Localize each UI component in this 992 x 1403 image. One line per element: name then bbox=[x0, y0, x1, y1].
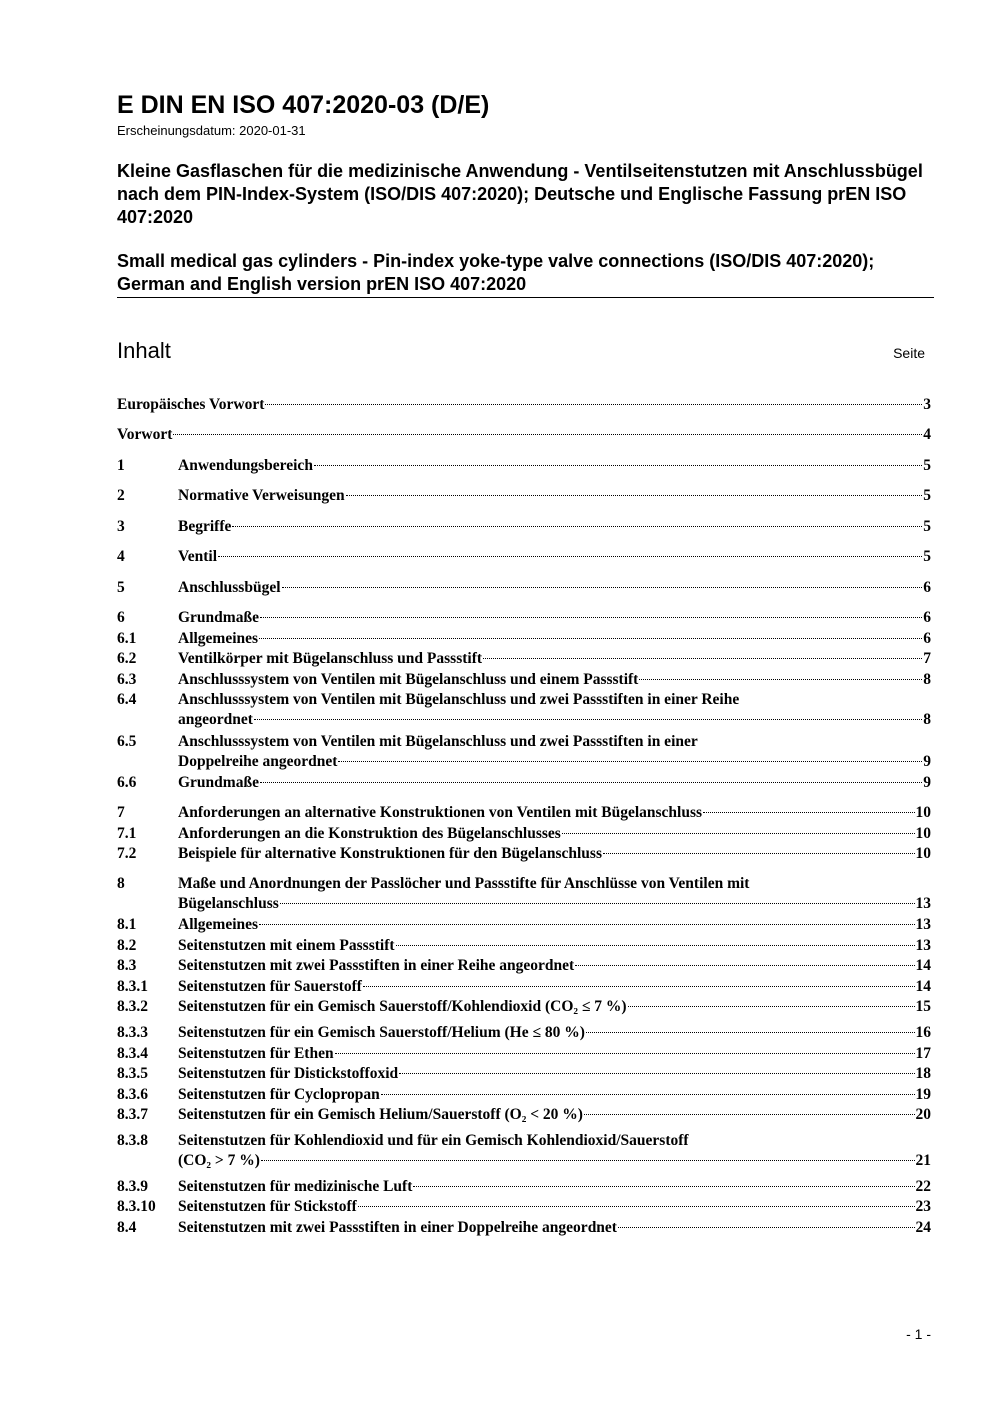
toc-entry-number: 7.2 bbox=[117, 845, 137, 862]
toc-leader-dots bbox=[346, 495, 923, 496]
toc-leader-dots bbox=[363, 986, 915, 987]
toc-entry-page: 10 bbox=[915, 804, 931, 821]
toc-entry[interactable] bbox=[117, 608, 931, 628]
toc-entry-page: 13 bbox=[915, 937, 931, 954]
toc-entry[interactable] bbox=[117, 936, 931, 956]
toc-entry[interactable] bbox=[117, 670, 931, 690]
toc-entry-number: 8.3.10 bbox=[117, 1198, 156, 1215]
toc-leader-dots bbox=[575, 965, 914, 966]
toc-entry-title: Seitenstutzen mit zwei Passstiften in einer Doppelreihe angeordnet bbox=[178, 1219, 617, 1236]
toc-entry[interactable] bbox=[117, 1197, 931, 1217]
title-english: Small medical gas cylinders - Pin-index yoke-type valve connections (ISO/DIS 407:2020); German and English version prEN ISO 407:2020 bbox=[117, 251, 875, 294]
toc-entry-title: Anschlusssystem von Ventilen mit Bügelanschluss und zwei Passstiften in einer bbox=[178, 733, 698, 750]
toc-leader-dots bbox=[639, 679, 922, 680]
toc-entry-page: 5 bbox=[923, 487, 931, 504]
toc-entry-title: Vorwort bbox=[117, 426, 173, 443]
toc-entry-number: 8 bbox=[117, 875, 125, 892]
title-german: Kleine Gasflaschen für die medizinische Anwendung - Ventilseitenstutzen mit Anschlussbügel nach dem PIN-Index-System (ISO/DIS 407:2020); Deutsche und Englische Fassung prEN ISO 407:2020 bbox=[117, 161, 923, 227]
toc-leader-dots bbox=[703, 812, 914, 813]
toc-leader-dots bbox=[562, 833, 915, 834]
toc-entry-number: 8.3.9 bbox=[117, 1178, 148, 1195]
toc-entry-title: Anschlusssystem von Ventilen mit Bügelanschluss und zwei Passstiften in einer Reihe bbox=[178, 691, 740, 708]
toc-entry-number: 8.3.2 bbox=[117, 998, 148, 1015]
toc-entry[interactable] bbox=[117, 803, 931, 823]
toc-entry-number: 6.2 bbox=[117, 650, 137, 667]
toc-entry-title: Seitenstutzen für Distickstoffoxid bbox=[178, 1065, 399, 1082]
toc-leader-dots bbox=[396, 945, 915, 946]
toc-leader-dots bbox=[314, 465, 922, 466]
toc-entry-title: Europäisches Vorwort bbox=[117, 396, 265, 413]
toc-entry-page: 3 bbox=[923, 396, 931, 413]
toc-leader-dots bbox=[259, 924, 914, 925]
toc-entry-page: 14 bbox=[915, 957, 931, 974]
toc-entry[interactable] bbox=[117, 1085, 931, 1105]
toc-entry-number: 5 bbox=[117, 579, 125, 596]
toc-entry-number: 1 bbox=[117, 457, 125, 474]
toc-leader-dots bbox=[261, 1160, 915, 1161]
toc-entry[interactable] bbox=[117, 456, 931, 476]
toc-entry-number: 6 bbox=[117, 609, 125, 626]
toc-entry-number: 7.1 bbox=[117, 825, 137, 842]
toc-entry-page: 9 bbox=[923, 753, 931, 770]
toc-leader-dots bbox=[260, 782, 922, 783]
toc-entry-number: 8.4 bbox=[117, 1219, 137, 1236]
toc-entry-page: 9 bbox=[923, 774, 931, 791]
toc-entry-page: 10 bbox=[915, 845, 931, 862]
toc-entry-title: Allgemeines bbox=[178, 630, 259, 647]
toc-entry-title: Seitenstutzen für Kohlendioxid und für ein Gemisch Kohlendioxid/Sauerstoff bbox=[178, 1132, 689, 1149]
toc-entry-title: Seitenstutzen für ein Gemisch Sauerstoff/Kohlendioxid (CO₂ ≤ 7 %) bbox=[178, 998, 627, 1015]
toc-entry-title: Normative Verweisungen bbox=[178, 487, 345, 504]
toc-entry-number: 8.3.1 bbox=[117, 978, 148, 995]
toc-leader-dots bbox=[218, 556, 922, 557]
toc-leader-dots bbox=[618, 1227, 915, 1228]
toc-entry-page: 23 bbox=[915, 1198, 931, 1215]
toc-entry-number: 8.1 bbox=[117, 916, 137, 933]
toc-entry-number: 8.3.8 bbox=[117, 1132, 148, 1149]
toc-entry-page: 15 bbox=[915, 998, 931, 1015]
publication-date: Erscheinungsdatum: 2020-01-31 bbox=[117, 123, 306, 138]
toc-entry-page: 16 bbox=[915, 1024, 931, 1041]
toc-entry[interactable] bbox=[117, 425, 931, 445]
toc-entry[interactable] bbox=[117, 977, 931, 997]
toc-entry[interactable] bbox=[117, 486, 931, 506]
toc-entry[interactable] bbox=[117, 1023, 931, 1043]
toc-entry[interactable] bbox=[117, 578, 931, 598]
toc-entry-title: Seitenstutzen für Sauerstoff bbox=[178, 978, 362, 995]
toc-entry-title: Begriffe bbox=[178, 518, 232, 535]
toc-leader-dots bbox=[399, 1073, 914, 1074]
toc-entry-number: 6.5 bbox=[117, 733, 137, 750]
toc-entry-page: 14 bbox=[915, 978, 931, 995]
toc-entry-number: 6.3 bbox=[117, 671, 137, 688]
toc-leader-dots bbox=[282, 587, 923, 588]
toc-entry-number: 3 bbox=[117, 518, 125, 535]
toc-entry-title: Seitenstutzen für Cyclopropan bbox=[178, 1086, 380, 1103]
toc-entry-number: 8.3.6 bbox=[117, 1086, 148, 1103]
toc-leader-dots bbox=[381, 1094, 915, 1095]
toc-entry-number: 6.4 bbox=[117, 691, 137, 708]
toc-entry-number: 8.3.5 bbox=[117, 1065, 148, 1082]
toc-entry-page: 6 bbox=[923, 630, 931, 647]
toc-leader-dots bbox=[338, 761, 922, 762]
page-number: - 1 - bbox=[906, 1326, 931, 1342]
toc-entry-page: 4 bbox=[923, 426, 931, 443]
toc-entry[interactable] bbox=[117, 956, 931, 976]
toc-entry-page: 13 bbox=[915, 916, 931, 933]
toc-entry[interactable] bbox=[117, 547, 931, 567]
toc-leader-dots bbox=[259, 638, 922, 639]
toc-entry-number: 4 bbox=[117, 548, 125, 565]
toc-leader-dots bbox=[265, 404, 922, 405]
toc-entry-title: Seitenstutzen für ein Gemisch Sauerstoff/Helium (He ≤ 80 %) bbox=[178, 1024, 585, 1041]
toc-entry-page: 24 bbox=[915, 1219, 931, 1236]
toc-entry-title: Grundmaße bbox=[178, 774, 259, 791]
toc-entry-title: Anschlussbügel bbox=[178, 579, 281, 596]
toc-leader-dots bbox=[232, 526, 922, 527]
toc-entry[interactable] bbox=[117, 517, 931, 537]
toc-entry-title: Grundmaße bbox=[178, 609, 259, 626]
toc-entry-title: Seitenstutzen für Ethen bbox=[178, 1045, 334, 1062]
toc-entry-title: Seitenstutzen für ein Gemisch Helium/Sauerstoff (O₂ < 20 %) bbox=[178, 1106, 583, 1123]
toc-entry-title-continuation: Doppelreihe angeordnet bbox=[178, 753, 338, 770]
toc-entry-page: 10 bbox=[915, 825, 931, 842]
toc-entry[interactable] bbox=[117, 844, 931, 864]
toc-leader-dots bbox=[358, 1206, 915, 1207]
toc-entry-number: 8.3.4 bbox=[117, 1045, 148, 1062]
toc-entry-page: 6 bbox=[923, 609, 931, 626]
toc-entry-page: 21 bbox=[915, 1152, 931, 1169]
toc-entry-page: 8 bbox=[923, 711, 931, 728]
toc-entry[interactable] bbox=[117, 1218, 931, 1238]
toc-entry-title: Seitenstutzen für Stickstoff bbox=[178, 1198, 357, 1215]
toc-entry[interactable] bbox=[117, 629, 931, 649]
document-id: E DIN EN ISO 407:2020-03 (D/E) bbox=[117, 91, 490, 119]
toc-leader-dots bbox=[260, 617, 922, 618]
toc-entry-title: Seitenstutzen für medizinische Luft bbox=[178, 1178, 413, 1195]
toc-entry-title: Seitenstutzen mit zwei Passstiften in einer Reihe angeordnet bbox=[178, 957, 575, 974]
toc-entry[interactable] bbox=[117, 649, 931, 669]
toc-entry[interactable] bbox=[117, 1064, 931, 1084]
toc-entry-number: 8.3 bbox=[117, 957, 137, 974]
toc-entry[interactable] bbox=[117, 690, 931, 730]
toc-entry-number: 8.2 bbox=[117, 937, 137, 954]
toc-entry[interactable] bbox=[117, 824, 931, 844]
toc-entry-number: 2 bbox=[117, 487, 125, 504]
toc-entry[interactable] bbox=[117, 1131, 931, 1171]
toc-entry-number: 6.1 bbox=[117, 630, 137, 647]
toc-entry-title: Anschlusssystem von Ventilen mit Bügelanschluss und einem Passstift bbox=[178, 671, 639, 688]
toc-entry-title: Anwendungsbereich bbox=[178, 457, 313, 474]
toc-entry-page: 5 bbox=[923, 548, 931, 565]
toc-entry-title: Anforderungen an alternative Konstruktionen von Ventilen mit Bügelanschluss bbox=[178, 804, 703, 821]
toc-entry-title-continuation: Bügelanschluss bbox=[178, 895, 279, 912]
toc-entry-page: 5 bbox=[923, 518, 931, 535]
toc-entry-page: 22 bbox=[915, 1178, 931, 1195]
toc-entry-title: Maße und Anordnungen der Passlöcher und Passstifte für Anschlüsse von Ventilen mit bbox=[178, 875, 750, 892]
toc-entry-number: 7 bbox=[117, 804, 125, 821]
toc-entry[interactable] bbox=[117, 773, 931, 793]
toc-entry-title: Beispiele für alternative Konstruktionen für den Bügelanschluss bbox=[178, 845, 602, 862]
toc-leader-dots bbox=[280, 903, 915, 904]
toc-entry[interactable] bbox=[117, 1105, 931, 1125]
toc-leader-dots bbox=[173, 434, 922, 435]
toc-entry[interactable] bbox=[117, 1177, 931, 1197]
toc-entry-page: 19 bbox=[915, 1086, 931, 1103]
toc-entry-page: 13 bbox=[915, 895, 931, 912]
toc-entry-number: 8.3.7 bbox=[117, 1106, 148, 1123]
toc-entry-number: 6.6 bbox=[117, 774, 137, 791]
toc-leader-dots bbox=[483, 658, 922, 659]
toc-entry-page: 7 bbox=[923, 650, 931, 667]
toc-entry[interactable] bbox=[117, 915, 931, 935]
toc-leader-dots bbox=[603, 853, 915, 854]
toc-leader-dots bbox=[628, 1006, 915, 1007]
toc-entry-page: 6 bbox=[923, 579, 931, 596]
toc-entry-title: Ventil bbox=[178, 548, 218, 565]
toc-entry[interactable] bbox=[117, 997, 931, 1017]
toc-entry-page: 17 bbox=[915, 1045, 931, 1062]
toc-page-column-label: Seite bbox=[893, 345, 925, 361]
toc-leader-dots bbox=[254, 719, 922, 720]
toc-entry-title-continuation: (CO₂ > 7 %) bbox=[178, 1152, 260, 1169]
toc-entry-title-continuation: angeordnet bbox=[178, 711, 253, 728]
toc-entry-page: 5 bbox=[923, 457, 931, 474]
toc-entry-page: 18 bbox=[915, 1065, 931, 1082]
toc-leader-dots bbox=[413, 1186, 914, 1187]
toc-entry-title: Ventilkörper mit Bügelanschluss und Passstift bbox=[178, 650, 483, 667]
toc-leader-dots bbox=[584, 1114, 915, 1115]
toc-entry-title: Seitenstutzen mit einem Passstift bbox=[178, 937, 395, 954]
toc-leader-dots bbox=[586, 1032, 915, 1033]
toc-leader-dots bbox=[335, 1053, 915, 1054]
toc-entry-title: Anforderungen an die Konstruktion des Bügelanschlusses bbox=[178, 825, 561, 842]
toc-entry[interactable] bbox=[117, 874, 931, 914]
header-divider bbox=[117, 297, 934, 298]
toc-entry[interactable] bbox=[117, 1044, 931, 1064]
toc-entry[interactable] bbox=[117, 732, 931, 772]
toc-entry-number: 8.3.3 bbox=[117, 1024, 148, 1041]
toc-heading: Inhalt bbox=[117, 338, 171, 363]
toc-entry-page: 20 bbox=[915, 1106, 931, 1123]
toc-entry-title: Allgemeines bbox=[178, 916, 259, 933]
toc-entry[interactable] bbox=[117, 395, 931, 415]
toc-entry-page: 8 bbox=[923, 671, 931, 688]
